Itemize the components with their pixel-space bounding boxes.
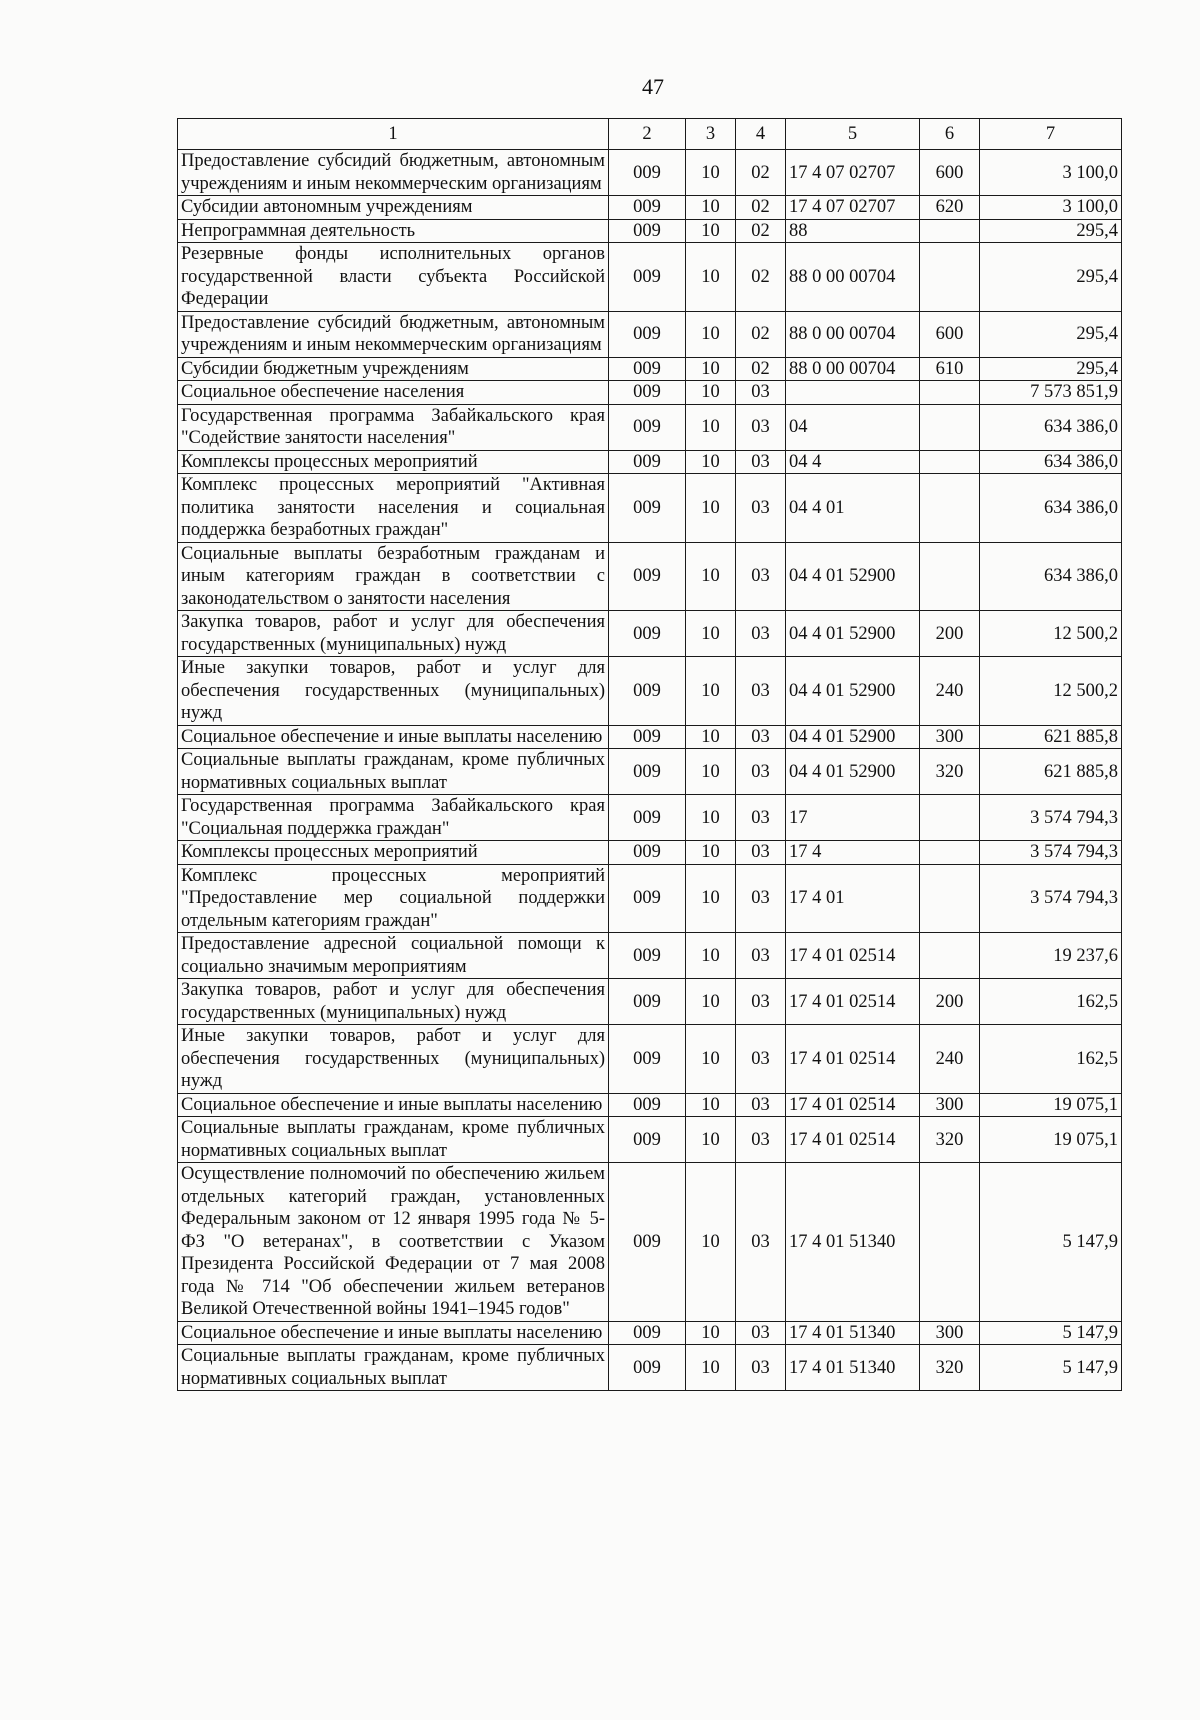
target-article-cell: 17 4 01 51340 bbox=[786, 1345, 920, 1391]
section-code-cell: 10 bbox=[686, 1163, 736, 1322]
amount-cell: 5 147,9 bbox=[980, 1321, 1122, 1345]
admin-code-cell: 009 bbox=[609, 1345, 686, 1391]
subsection-code-cell: 03 bbox=[736, 933, 786, 979]
admin-code-cell: 009 bbox=[609, 611, 686, 657]
section-code-cell: 10 bbox=[686, 657, 736, 726]
target-article-cell: 88 0 00 00704 bbox=[786, 357, 920, 381]
expense-type-cell bbox=[920, 243, 980, 312]
section-code-cell: 10 bbox=[686, 864, 736, 933]
expense-type-cell bbox=[920, 795, 980, 841]
amount-cell: 634 386,0 bbox=[980, 474, 1122, 543]
admin-code-cell: 009 bbox=[609, 196, 686, 220]
admin-code-cell: 009 bbox=[609, 657, 686, 726]
amount-cell: 295,4 bbox=[980, 243, 1122, 312]
row-name-cell: Резервные фонды исполнительных органов государственной власти субъекта Российской Федерации bbox=[178, 243, 609, 312]
header-cell-1: 1 bbox=[178, 119, 609, 150]
expense-type-cell bbox=[920, 1163, 980, 1322]
admin-code-cell: 009 bbox=[609, 979, 686, 1025]
subsection-code-cell: 03 bbox=[736, 864, 786, 933]
table-row bbox=[178, 150, 1122, 196]
page-number: 47 bbox=[642, 74, 664, 99]
row-name-cell: Предоставление адресной социальной помощи к социально значимым мероприятиям bbox=[178, 933, 609, 979]
target-article-cell: 17 4 07 02707 bbox=[786, 150, 920, 196]
section-code-cell: 10 bbox=[686, 1345, 736, 1391]
section-code-cell: 10 bbox=[686, 611, 736, 657]
target-article-cell: 04 4 01 52900 bbox=[786, 542, 920, 611]
target-article-cell: 04 bbox=[786, 404, 920, 450]
amount-cell: 5 147,9 bbox=[980, 1163, 1122, 1322]
expense-type-cell: 320 bbox=[920, 1117, 980, 1163]
subsection-code-cell: 03 bbox=[736, 1345, 786, 1391]
amount-cell: 19 075,1 bbox=[980, 1117, 1122, 1163]
row-name-cell: Иные закупки товаров, работ и услуг для обеспечения государственных (муниципальных) нужд bbox=[178, 657, 609, 726]
admin-code-cell: 009 bbox=[609, 1117, 686, 1163]
admin-code-cell: 009 bbox=[609, 841, 686, 865]
row-name-cell: Государственная программа Забайкальского края "Содействие занятости населения" bbox=[178, 404, 609, 450]
target-article-cell: 04 4 bbox=[786, 450, 920, 474]
section-code-cell: 10 bbox=[686, 311, 736, 357]
target-article-cell: 17 4 01 02514 bbox=[786, 1117, 920, 1163]
amount-cell: 19 075,1 bbox=[980, 1093, 1122, 1117]
table-row bbox=[178, 219, 1122, 243]
target-article-cell: 17 4 07 02707 bbox=[786, 196, 920, 220]
expense-type-cell bbox=[920, 841, 980, 865]
table-row bbox=[178, 1163, 1122, 1322]
amount-cell: 621 885,8 bbox=[980, 725, 1122, 749]
row-name-cell: Непрограммная деятельность bbox=[178, 219, 609, 243]
expense-type-cell: 300 bbox=[920, 725, 980, 749]
expense-type-cell bbox=[920, 404, 980, 450]
amount-cell: 634 386,0 bbox=[980, 542, 1122, 611]
row-name-cell: Субсидии автономным учреждениям bbox=[178, 196, 609, 220]
subsection-code-cell: 03 bbox=[736, 611, 786, 657]
expense-type-cell: 200 bbox=[920, 979, 980, 1025]
budget-table bbox=[177, 118, 1122, 1391]
row-name-cell: Социальные выплаты гражданам, кроме публичных нормативных социальных выплат bbox=[178, 1345, 609, 1391]
expense-type-cell: 600 bbox=[920, 150, 980, 196]
subsection-code-cell: 03 bbox=[736, 725, 786, 749]
subsection-code-cell: 03 bbox=[736, 1093, 786, 1117]
section-code-cell: 10 bbox=[686, 196, 736, 220]
section-code-cell: 10 bbox=[686, 404, 736, 450]
target-article-cell: 17 bbox=[786, 795, 920, 841]
table-row bbox=[178, 474, 1122, 543]
target-article-cell: 04 4 01 bbox=[786, 474, 920, 543]
section-code-cell: 10 bbox=[686, 474, 736, 543]
amount-cell: 295,4 bbox=[980, 357, 1122, 381]
row-name-cell: Закупка товаров, работ и услуг для обеспечения государственных (муниципальных) нужд bbox=[178, 611, 609, 657]
subsection-code-cell: 03 bbox=[736, 542, 786, 611]
row-name-cell: Комплексы процессных мероприятий bbox=[178, 841, 609, 865]
expense-type-cell bbox=[920, 864, 980, 933]
subsection-code-cell: 03 bbox=[736, 1163, 786, 1322]
target-article-cell: 88 bbox=[786, 219, 920, 243]
amount-cell: 3 100,0 bbox=[980, 196, 1122, 220]
target-article-cell: 17 4 01 51340 bbox=[786, 1321, 920, 1345]
amount-cell: 634 386,0 bbox=[980, 404, 1122, 450]
subsection-code-cell: 03 bbox=[736, 841, 786, 865]
amount-cell: 5 147,9 bbox=[980, 1345, 1122, 1391]
target-article-cell: 17 4 01 02514 bbox=[786, 1093, 920, 1117]
admin-code-cell: 009 bbox=[609, 1025, 686, 1094]
subsection-code-cell: 03 bbox=[736, 450, 786, 474]
amount-cell: 3 574 794,3 bbox=[980, 795, 1122, 841]
table-row bbox=[178, 243, 1122, 312]
expense-type-cell bbox=[920, 381, 980, 405]
subsection-code-cell: 02 bbox=[736, 243, 786, 312]
expense-type-cell bbox=[920, 450, 980, 474]
amount-cell: 19 237,6 bbox=[980, 933, 1122, 979]
table-row bbox=[178, 1117, 1122, 1163]
admin-code-cell: 009 bbox=[609, 933, 686, 979]
target-article-cell: 17 4 01 51340 bbox=[786, 1163, 920, 1322]
row-name-cell: Предоставление субсидий бюджетным, автономным учреждениям и иным некоммерческим организациям bbox=[178, 150, 609, 196]
admin-code-cell: 009 bbox=[609, 474, 686, 543]
section-code-cell: 10 bbox=[686, 542, 736, 611]
table-row bbox=[178, 1025, 1122, 1094]
table-row bbox=[178, 979, 1122, 1025]
section-code-cell: 10 bbox=[686, 795, 736, 841]
table-body bbox=[178, 150, 1122, 1391]
subsection-code-cell: 03 bbox=[736, 381, 786, 405]
expense-type-cell bbox=[920, 542, 980, 611]
table-row bbox=[178, 795, 1122, 841]
target-article-cell: 17 4 01 02514 bbox=[786, 1025, 920, 1094]
admin-code-cell: 009 bbox=[609, 150, 686, 196]
section-code-cell: 10 bbox=[686, 841, 736, 865]
table-row bbox=[178, 657, 1122, 726]
admin-code-cell: 009 bbox=[609, 404, 686, 450]
admin-code-cell: 009 bbox=[609, 795, 686, 841]
table-row bbox=[178, 1093, 1122, 1117]
row-name-cell: Комплекс процессных мероприятий "Предоставление мер социальной поддержки отдельным категориям граждан" bbox=[178, 864, 609, 933]
subsection-code-cell: 03 bbox=[736, 474, 786, 543]
row-name-cell: Субсидии бюджетным учреждениям bbox=[178, 357, 609, 381]
header-row bbox=[178, 119, 1122, 150]
row-name-cell: Социальные выплаты безработным гражданам и иным категориям граждан в соответствии с законодательством о занятости населения bbox=[178, 542, 609, 611]
admin-code-cell: 009 bbox=[609, 381, 686, 405]
target-article-cell: 17 4 01 02514 bbox=[786, 933, 920, 979]
subsection-code-cell: 03 bbox=[736, 1117, 786, 1163]
row-name-cell: Государственная программа Забайкальского края "Социальная поддержка граждан" bbox=[178, 795, 609, 841]
amount-cell: 162,5 bbox=[980, 1025, 1122, 1094]
amount-cell: 7 573 851,9 bbox=[980, 381, 1122, 405]
row-name-cell: Иные закупки товаров, работ и услуг для обеспечения государственных (муниципальных) нужд bbox=[178, 1025, 609, 1094]
expense-type-cell bbox=[920, 933, 980, 979]
section-code-cell: 10 bbox=[686, 150, 736, 196]
table-row bbox=[178, 864, 1122, 933]
admin-code-cell: 009 bbox=[609, 725, 686, 749]
table-row bbox=[178, 450, 1122, 474]
amount-cell: 162,5 bbox=[980, 979, 1122, 1025]
row-name-cell: Социальные выплаты гражданам, кроме публичных нормативных социальных выплат bbox=[178, 1117, 609, 1163]
amount-cell: 621 885,8 bbox=[980, 749, 1122, 795]
target-article-cell: 04 4 01 52900 bbox=[786, 749, 920, 795]
table-row bbox=[178, 933, 1122, 979]
table-row bbox=[178, 311, 1122, 357]
subsection-code-cell: 03 bbox=[736, 404, 786, 450]
header-cell-2: 2 bbox=[609, 119, 686, 150]
table-row bbox=[178, 542, 1122, 611]
row-name-cell: Осуществление полномочий по обеспечению жильем отдельных категорий граждан, установленных Федеральным законом от 12 января 1995 года № 5-ФЗ "О ветеранах", в соответствии с Указом Президента Российской Федерации от 7 мая 2008 года № 714 "Об обеспечении жильем ветеранов Великой Отечественной войны 1941–1945 годов" bbox=[178, 1163, 609, 1322]
section-code-cell: 10 bbox=[686, 243, 736, 312]
amount-cell: 3 574 794,3 bbox=[980, 864, 1122, 933]
subsection-code-cell: 02 bbox=[736, 219, 786, 243]
row-name-cell: Социальное обеспечение и иные выплаты населению bbox=[178, 1321, 609, 1345]
amount-cell: 12 500,2 bbox=[980, 657, 1122, 726]
section-code-cell: 10 bbox=[686, 749, 736, 795]
amount-cell: 295,4 bbox=[980, 311, 1122, 357]
row-name-cell: Социальные выплаты гражданам, кроме публичных нормативных социальных выплат bbox=[178, 749, 609, 795]
section-code-cell: 10 bbox=[686, 357, 736, 381]
row-name-cell: Закупка товаров, работ и услуг для обеспечения государственных (муниципальных) нужд bbox=[178, 979, 609, 1025]
admin-code-cell: 009 bbox=[609, 542, 686, 611]
expense-type-cell: 200 bbox=[920, 611, 980, 657]
expense-type-cell: 600 bbox=[920, 311, 980, 357]
header-cell-5: 5 bbox=[786, 119, 920, 150]
subsection-code-cell: 03 bbox=[736, 1025, 786, 1094]
amount-cell: 3 100,0 bbox=[980, 150, 1122, 196]
admin-code-cell: 009 bbox=[609, 357, 686, 381]
section-code-cell: 10 bbox=[686, 219, 736, 243]
table-row bbox=[178, 611, 1122, 657]
section-code-cell: 10 bbox=[686, 381, 736, 405]
admin-code-cell: 009 bbox=[609, 1321, 686, 1345]
expense-type-cell: 300 bbox=[920, 1321, 980, 1345]
admin-code-cell: 009 bbox=[609, 749, 686, 795]
row-name-cell: Предоставление субсидий бюджетным, автономным учреждениям и иным некоммерческим организациям bbox=[178, 311, 609, 357]
expense-type-cell: 300 bbox=[920, 1093, 980, 1117]
subsection-code-cell: 02 bbox=[736, 150, 786, 196]
section-code-cell: 10 bbox=[686, 933, 736, 979]
section-code-cell: 10 bbox=[686, 450, 736, 474]
row-name-cell: Социальное обеспечение и иные выплаты населению bbox=[178, 1093, 609, 1117]
subsection-code-cell: 02 bbox=[736, 311, 786, 357]
admin-code-cell: 009 bbox=[609, 864, 686, 933]
row-name-cell: Социальное обеспечение и иные выплаты населению bbox=[178, 725, 609, 749]
target-article-cell: 17 4 01 02514 bbox=[786, 979, 920, 1025]
table-row bbox=[178, 357, 1122, 381]
target-article-cell: 17 4 01 bbox=[786, 864, 920, 933]
target-article-cell: 04 4 01 52900 bbox=[786, 657, 920, 726]
subsection-code-cell: 03 bbox=[736, 749, 786, 795]
admin-code-cell: 009 bbox=[609, 243, 686, 312]
amount-cell: 295,4 bbox=[980, 219, 1122, 243]
target-article-cell bbox=[786, 381, 920, 405]
amount-cell: 12 500,2 bbox=[980, 611, 1122, 657]
admin-code-cell: 009 bbox=[609, 1163, 686, 1322]
section-code-cell: 10 bbox=[686, 1117, 736, 1163]
section-code-cell: 10 bbox=[686, 1321, 736, 1345]
row-name-cell: Комплексы процессных мероприятий bbox=[178, 450, 609, 474]
expense-type-cell: 320 bbox=[920, 749, 980, 795]
admin-code-cell: 009 bbox=[609, 1093, 686, 1117]
amount-cell: 3 574 794,3 bbox=[980, 841, 1122, 865]
subsection-code-cell: 02 bbox=[736, 357, 786, 381]
table-row bbox=[178, 1345, 1122, 1391]
expense-type-cell: 240 bbox=[920, 1025, 980, 1094]
admin-code-cell: 009 bbox=[609, 219, 686, 243]
section-code-cell: 10 bbox=[686, 725, 736, 749]
target-article-cell: 04 4 01 52900 bbox=[786, 725, 920, 749]
admin-code-cell: 009 bbox=[609, 311, 686, 357]
table-row bbox=[178, 725, 1122, 749]
target-article-cell: 04 4 01 52900 bbox=[786, 611, 920, 657]
header-cell-3: 3 bbox=[686, 119, 736, 150]
expense-type-cell: 610 bbox=[920, 357, 980, 381]
table-row bbox=[178, 841, 1122, 865]
subsection-code-cell: 03 bbox=[736, 657, 786, 726]
header-cell-7: 7 bbox=[980, 119, 1122, 150]
target-article-cell: 88 0 00 00704 bbox=[786, 243, 920, 312]
expense-type-cell: 320 bbox=[920, 1345, 980, 1391]
table-row bbox=[178, 196, 1122, 220]
expense-type-cell bbox=[920, 219, 980, 243]
row-name-cell: Социальное обеспечение населения bbox=[178, 381, 609, 405]
expense-type-cell bbox=[920, 474, 980, 543]
admin-code-cell: 009 bbox=[609, 450, 686, 474]
expense-type-cell: 240 bbox=[920, 657, 980, 726]
table-row bbox=[178, 749, 1122, 795]
table-row bbox=[178, 1321, 1122, 1345]
target-article-cell: 17 4 bbox=[786, 841, 920, 865]
table-row bbox=[178, 404, 1122, 450]
row-name-cell: Комплекс процессных мероприятий "Активная политика занятости населения и социальная поддержка безработных граждан" bbox=[178, 474, 609, 543]
subsection-code-cell: 03 bbox=[736, 979, 786, 1025]
amount-cell: 634 386,0 bbox=[980, 450, 1122, 474]
subsection-code-cell: 02 bbox=[736, 196, 786, 220]
expense-type-cell: 620 bbox=[920, 196, 980, 220]
subsection-code-cell: 03 bbox=[736, 1321, 786, 1345]
section-code-cell: 10 bbox=[686, 979, 736, 1025]
section-code-cell: 10 bbox=[686, 1093, 736, 1117]
header-cell-4: 4 bbox=[736, 119, 786, 150]
target-article-cell: 88 0 00 00704 bbox=[786, 311, 920, 357]
table-row bbox=[178, 381, 1122, 405]
header-cell-6: 6 bbox=[920, 119, 980, 150]
subsection-code-cell: 03 bbox=[736, 795, 786, 841]
section-code-cell: 10 bbox=[686, 1025, 736, 1094]
